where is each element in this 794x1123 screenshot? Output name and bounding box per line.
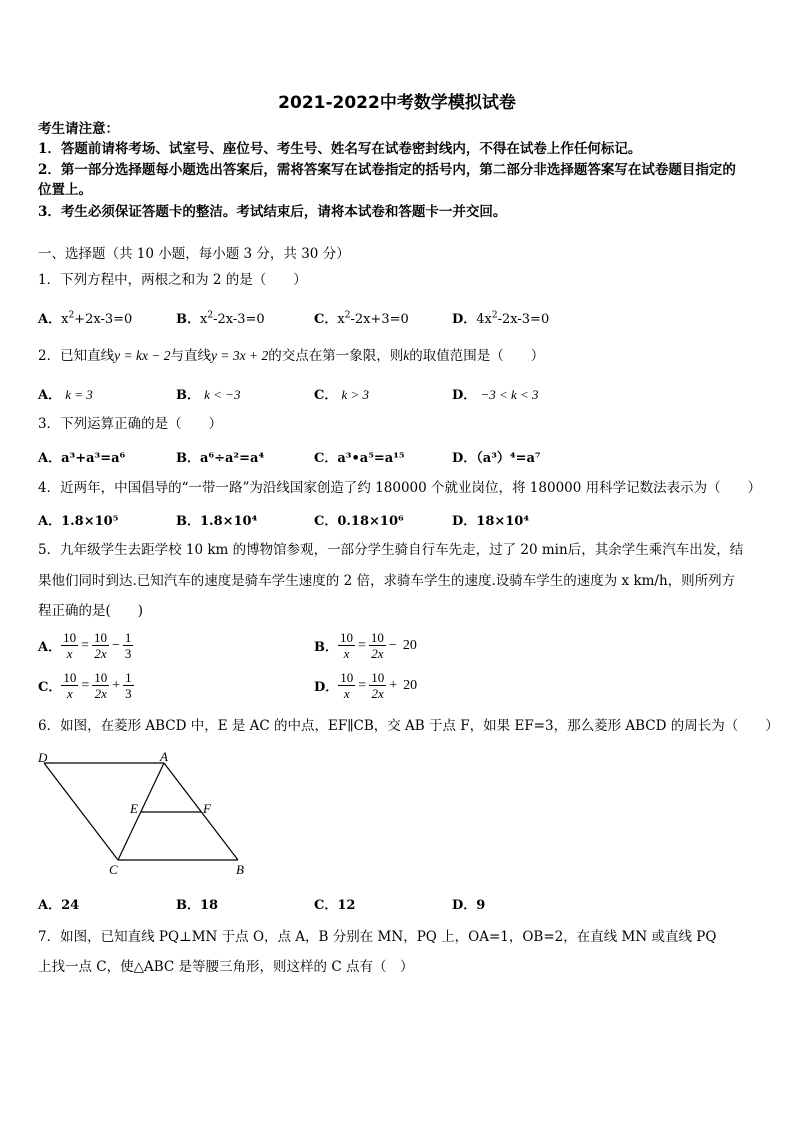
equation: y = 3x + 2 bbox=[211, 348, 269, 363]
fraction: $\frac{10}{2x}$ bbox=[94, 630, 107, 661]
q2-option-a bbox=[38, 384, 93, 403]
option-text: -2x-3=0 bbox=[213, 312, 265, 327]
stem-text: 与直线 bbox=[170, 348, 212, 364]
q5-option-b bbox=[314, 630, 420, 661]
option-label: C． bbox=[314, 514, 338, 529]
superscript: 2 bbox=[68, 310, 75, 321]
question-5-stem: 5．九年级学生去距学校 10 km 的博物馆参观，一部分学生骑自行车先走，过了 20 min后，其余学生乘汽车出发，结 bbox=[38, 542, 744, 558]
option-label: D． bbox=[452, 312, 477, 327]
option-label: A． bbox=[38, 898, 62, 913]
vertex-label-a: A bbox=[160, 749, 168, 764]
question-7-stem: 上找一点 C，使△ABC 是等腰三角形，则这样的 C 点有（ ） bbox=[38, 959, 414, 975]
option-label: D． bbox=[452, 451, 477, 466]
option-text: -2x+3=0 bbox=[350, 312, 409, 327]
option-text: 18 bbox=[200, 898, 219, 913]
question-2-stem bbox=[38, 346, 544, 366]
option-label: B． bbox=[176, 312, 200, 327]
equals: = bbox=[358, 637, 366, 653]
option-label: B． bbox=[176, 451, 200, 466]
variable: k bbox=[403, 348, 410, 363]
option-label: C． bbox=[314, 451, 338, 466]
option-text: 24 bbox=[61, 898, 80, 913]
number: 20 bbox=[403, 677, 418, 693]
question-1-stem: 1．下列方程中，两根之和为 2 的是（ ） bbox=[38, 272, 307, 288]
option-label: D． bbox=[452, 898, 477, 913]
option-text: −3 < k < 3 bbox=[480, 387, 539, 402]
q6-option-b bbox=[176, 894, 218, 913]
option-text: 1.8×10⁴ bbox=[200, 514, 258, 529]
option-label: A． bbox=[38, 640, 62, 655]
q5-option-d bbox=[314, 670, 420, 701]
q1-option-d bbox=[452, 308, 549, 327]
stem-text: 的取值范围是（ ） bbox=[409, 348, 545, 364]
option-text: a³+a³=a⁶ bbox=[61, 451, 126, 466]
q1-option-c bbox=[314, 308, 409, 327]
rhombus-figure bbox=[30, 745, 260, 880]
option-text: 18×10⁴ bbox=[476, 514, 530, 529]
equals: = bbox=[81, 637, 89, 653]
notice-item: 3．考生必须保证答题卡的整洁。考试结束后，请将本试卷和答题卡一并交回。 bbox=[38, 204, 507, 220]
equals: = bbox=[358, 677, 367, 693]
question-6-stem: 6．如图，在菱形 ABCD 中，E 是 AC 的中点，EF∥CB，交 AB 于点 F，如果 EF=3，那么菱形 ABCD 的周长为（ ） bbox=[38, 718, 779, 734]
vertex-label-c: C bbox=[109, 862, 118, 877]
fraction: $\frac{10}{2x}$ bbox=[371, 670, 385, 701]
option-text: +2x-3=0 bbox=[74, 312, 133, 327]
q3-option-d bbox=[452, 447, 541, 466]
q5-option-a bbox=[38, 630, 133, 661]
minus: − bbox=[112, 637, 120, 653]
option-label: A． bbox=[38, 312, 62, 327]
question-3-stem: 3．下列运算正确的是（ ） bbox=[38, 416, 223, 432]
plus: + bbox=[112, 677, 121, 693]
option-label: C． bbox=[314, 898, 338, 913]
q2-option-d bbox=[452, 384, 539, 403]
option-label: A． bbox=[38, 514, 62, 529]
question-5-stem: 程正确的是( ) bbox=[38, 603, 144, 619]
number: 20 bbox=[402, 637, 417, 653]
option-label: B． bbox=[314, 640, 338, 655]
fraction: $\frac{10}{x}$ bbox=[63, 670, 77, 701]
option-label: D． bbox=[452, 514, 477, 529]
q6-option-a bbox=[38, 894, 79, 913]
point-label-f: F bbox=[203, 801, 211, 816]
stem-text: 的交点在第一象限，则 bbox=[268, 348, 404, 364]
option-label: C． bbox=[314, 312, 338, 327]
option-text: k = 3 bbox=[65, 387, 93, 402]
option-label: C． bbox=[314, 388, 338, 403]
superscript: 2 bbox=[207, 310, 214, 321]
option-label: A． bbox=[38, 388, 62, 403]
option-label: D． bbox=[452, 388, 477, 403]
option-text: （a³）⁴=a⁷ bbox=[476, 451, 541, 466]
option-text: 0.18×10⁶ bbox=[337, 514, 404, 529]
question-7-stem: 7．如图，已知直线 PQ⊥MN 于点 O，点 A，B 分别在 MN，PQ 上，OA=1，OB=2，在直线 MN 或直线 PQ bbox=[38, 929, 717, 945]
q1-option-b bbox=[176, 308, 265, 327]
q3-option-c bbox=[314, 447, 405, 466]
section-heading: 一、选择题（共 10 小题，每小题 3 分，共 30 分） bbox=[38, 246, 350, 262]
point-label-e: E bbox=[130, 801, 138, 816]
fraction: $\frac{1}{3}$ bbox=[125, 670, 132, 701]
option-text: 4x bbox=[476, 312, 492, 327]
edge-cd bbox=[44, 763, 118, 860]
q6-option-d bbox=[452, 894, 485, 913]
notice-heading: 考生请注意： bbox=[38, 121, 119, 137]
question-4-stem: 4．近两年，中国倡导的“一带一路”为沿线国家创造了约 180000 个就业岗位，将 180000 用科学记数法表示为（ ） bbox=[38, 480, 762, 496]
option-text: x bbox=[61, 312, 69, 327]
option-label: B． bbox=[176, 898, 200, 913]
option-label: B． bbox=[176, 388, 200, 403]
superscript: 2 bbox=[491, 310, 498, 321]
fraction: $\frac{10}{2x}$ bbox=[94, 670, 108, 701]
option-text: k > 3 bbox=[341, 387, 370, 402]
fraction: $\frac{10}{x}$ bbox=[63, 630, 77, 661]
option-label: A． bbox=[38, 451, 62, 466]
option-text: -2x-3=0 bbox=[497, 312, 550, 327]
q5-option-c bbox=[38, 670, 134, 701]
page-title: 2021-2022中考数学模拟试卷 bbox=[278, 93, 516, 113]
superscript: 2 bbox=[344, 310, 351, 321]
option-text: 1.8×10⁵ bbox=[61, 514, 119, 529]
q4-option-d bbox=[452, 510, 529, 529]
option-label: D． bbox=[314, 680, 339, 695]
q4-option-a bbox=[38, 510, 118, 529]
option-label: C． bbox=[38, 680, 62, 695]
fraction: $\frac{10}{2x}$ bbox=[370, 630, 384, 661]
option-text: x bbox=[337, 312, 345, 327]
q4-option-b bbox=[176, 510, 257, 529]
question-5-stem: 果他们同时到达.已知汽车的速度是骑车学生速度的 2 倍，求骑车学生的速度.设骑车学生的速度为 x km/h，则所列方 bbox=[38, 573, 736, 589]
option-text: 9 bbox=[476, 898, 486, 913]
fraction: $\frac{1}{3}$ bbox=[124, 630, 132, 661]
option-text: a⁶÷a²=a⁴ bbox=[200, 451, 265, 466]
vertex-label-b: B bbox=[236, 862, 244, 877]
option-text: a³•a⁵=a¹⁵ bbox=[337, 451, 405, 466]
q2-option-b bbox=[176, 384, 240, 403]
option-text: x bbox=[200, 312, 208, 327]
fraction: $\frac{10}{x}$ bbox=[340, 630, 353, 661]
notice-item: 1．答题前请将考场、试室号、座位号、考生号、姓名写在试卷密封线内，不得在试卷上作任何标记。 bbox=[38, 141, 642, 157]
equation: y = kx − 2 bbox=[114, 348, 171, 363]
option-label: B． bbox=[176, 514, 200, 529]
fraction: $\frac{10}{x}$ bbox=[340, 670, 354, 701]
q3-option-b bbox=[176, 447, 264, 466]
vertex-label-d: D bbox=[38, 750, 48, 765]
q3-option-a bbox=[38, 447, 125, 466]
notice-item: 2．第一部分选择题每小题选出答案后，需将答案写在试卷指定的括号内，第二部分非选择题答案写在试卷题目指定的 bbox=[38, 162, 736, 178]
plus: + bbox=[389, 677, 398, 693]
equals: = bbox=[81, 677, 90, 693]
q4-option-c bbox=[314, 510, 404, 529]
option-text: k < −3 bbox=[204, 387, 241, 402]
option-text: 12 bbox=[337, 898, 356, 913]
q6-option-c bbox=[314, 894, 355, 913]
notice-item: 位置上。 bbox=[38, 182, 92, 198]
stem-text: 2．已知直线 bbox=[38, 348, 115, 364]
q2-option-c bbox=[314, 384, 369, 403]
q1-option-a bbox=[38, 308, 132, 327]
minus: − bbox=[388, 637, 397, 653]
